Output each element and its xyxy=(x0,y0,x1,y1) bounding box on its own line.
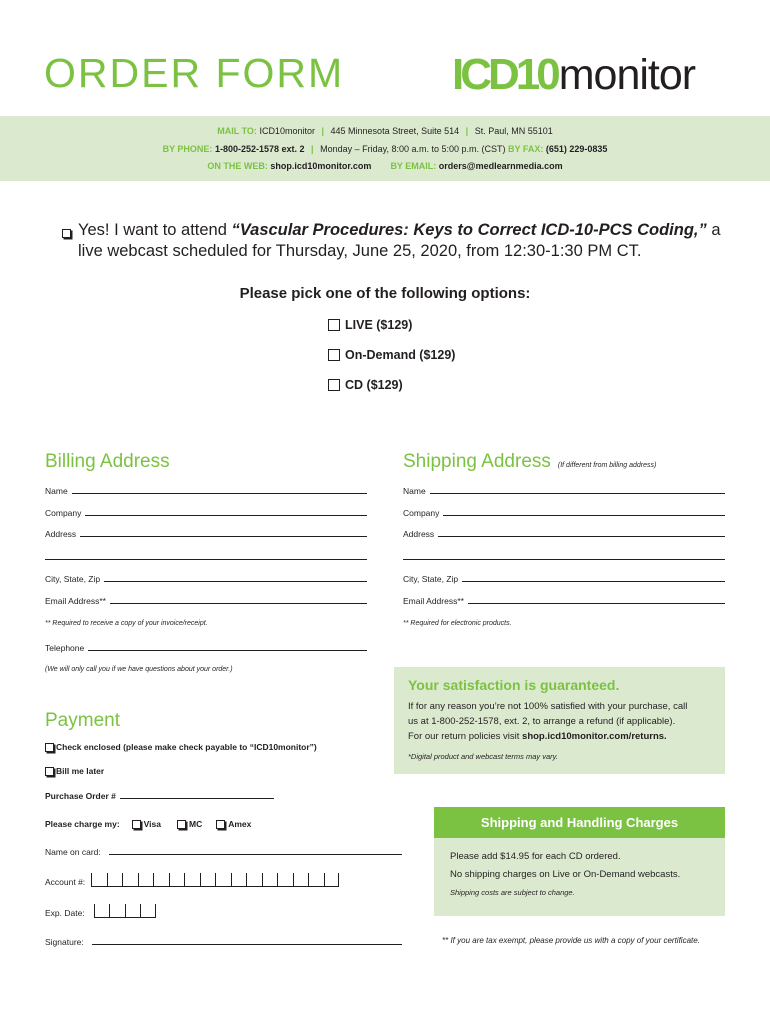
billing-email-note: ** Required to receive a copy of your invoice/receipt. xyxy=(45,620,208,627)
guarantee-line2: us at 1-800-252-1578, ext. 2, to arrange a refund (if applicable). xyxy=(408,716,676,727)
attend-text: Yes! I want to attend “Vascular Procedures: Keys to Correct ICD-10-PCS Coding,” a live webcast scheduled for Thursday, June 25, 2020, from 12:30-1:30 PM CT. xyxy=(78,221,721,260)
guarantee-line1: If for any reason you’re not 100% satisfied with your purchase, call xyxy=(408,701,688,712)
phone-line: BY PHONE: 1-800-252-1578 ext. 2 | Monday – Friday, 8:00 a.m. to 5:00 p.m. (CST) BY FAX: (651) 229-0835 xyxy=(162,144,608,154)
web-line: ON THE WEB: shop.icd10monitor.com BY EMAIL: orders@medlearnmedia.com xyxy=(207,161,563,171)
shipping-charges-box xyxy=(434,807,725,916)
web-link[interactable]: shop.icd10monitor.com xyxy=(270,161,372,171)
billing-heading: Billing Address xyxy=(45,451,170,472)
shipping-city-field[interactable]: City, State, Zip xyxy=(403,574,725,584)
account-number-field[interactable]: Account #: xyxy=(45,873,339,887)
shipping-name-field[interactable]: Name xyxy=(403,486,725,496)
charge-row: Please charge my: Visa MC Amex xyxy=(45,819,252,829)
shipping-email-note: ** Required for electronic products. xyxy=(403,620,512,627)
guarantee-heading: Your satisfaction is guaranteed. xyxy=(408,677,620,693)
digital-note: *Digital product and webcast terms may vary. xyxy=(408,752,558,761)
logo-icd: ICD10 xyxy=(452,50,557,99)
billing-name-field[interactable]: Name xyxy=(45,486,367,496)
cd-checkbox[interactable] xyxy=(328,379,340,391)
exp-date-boxes[interactable] xyxy=(94,904,156,918)
phone-number: 1-800-252-1578 ext. 2 xyxy=(214,144,305,154)
shipping-change-note: Shipping costs are subject to change. xyxy=(450,888,575,897)
cd-shipping-line: Please add $14.95 for each CD ordered. xyxy=(450,851,621,862)
hours: Monday – Friday, 8:00 a.m. to 5:00 p.m. (CST) xyxy=(320,144,506,154)
shipping-company-field[interactable]: Company xyxy=(403,508,725,518)
fax-number: (651) 229-0835 xyxy=(545,144,608,154)
mail-city: St. Paul, MN 55101 xyxy=(474,126,553,136)
billing-city-field[interactable]: City, State, Zip xyxy=(45,574,367,584)
icd10monitor-logo xyxy=(452,50,696,99)
option-on-demand[interactable]: On-Demand ($129) xyxy=(328,348,455,362)
page-title: ORDER FORM xyxy=(44,50,345,96)
mail-line: MAIL TO: ICD10monitor | 445 Minnesota Street, Suite 514 | St. Paul, MN 55101 xyxy=(217,126,553,136)
shipping-subnote: (If different from billing address) xyxy=(557,462,657,469)
bill-later-checkbox[interactable] xyxy=(45,767,54,776)
billing-address-field[interactable]: Address xyxy=(45,529,367,539)
shipping-address-line2[interactable] xyxy=(403,559,725,560)
option-cd[interactable]: CD ($129) xyxy=(328,378,403,392)
mail-address: 445 Minnesota Street, Suite 514 xyxy=(330,126,460,136)
guarantee-line3: For our return policies visit shop.icd10monitor.com/returns. xyxy=(408,731,667,742)
telephone-note: (We will only call you if we have questions about your order.) xyxy=(45,666,233,673)
check-enclosed-checkbox[interactable] xyxy=(45,743,54,752)
shipping-charges-heading: Shipping and Handling Charges xyxy=(434,807,725,838)
webcast-shipping-line: No shipping charges on Live or On-Demand webcasts. xyxy=(450,869,681,880)
account-boxes[interactable] xyxy=(91,873,339,887)
payment-heading: Payment xyxy=(45,710,120,731)
returns-link[interactable]: shop.icd10monitor.com/returns. xyxy=(522,731,667,742)
billing-email-field[interactable]: Email Address** xyxy=(45,596,367,606)
mail-to: ICD10monitor xyxy=(259,126,315,136)
live-checkbox[interactable] xyxy=(328,319,340,331)
shipping-email-field[interactable]: Email Address** xyxy=(403,596,725,606)
name-on-card-field[interactable]: Name on card: xyxy=(45,847,402,857)
billing-company-field[interactable]: Company xyxy=(45,508,367,518)
contact-band xyxy=(0,116,770,181)
shipping-address-field[interactable]: Address xyxy=(403,529,725,539)
signature-field[interactable]: Signature: xyxy=(45,937,402,947)
shipping-heading-row xyxy=(403,451,656,473)
option-live[interactable]: LIVE ($129) xyxy=(328,318,412,332)
telephone-field[interactable]: Telephone xyxy=(45,643,367,653)
options-heading: Please pick one of the following options: xyxy=(239,285,531,302)
bill-later-option[interactable]: Bill me later xyxy=(45,766,104,776)
visa-checkbox[interactable] xyxy=(132,820,141,829)
shipping-heading: Shipping Address xyxy=(403,451,551,472)
on-demand-checkbox[interactable] xyxy=(328,349,340,361)
tax-exempt-note: ** If you are tax exempt, please provide us with a copy of your certificate. xyxy=(442,936,700,945)
email-link[interactable]: orders@medlearnmedia.com xyxy=(438,161,563,171)
attend-checkbox[interactable] xyxy=(62,225,71,243)
purchase-order-field[interactable]: Purchase Order # xyxy=(45,791,274,801)
check-enclosed-option[interactable]: Check enclosed (please make check payable to “ICD10monitor”) xyxy=(45,742,317,752)
amex-checkbox[interactable] xyxy=(216,820,225,829)
exp-date-field[interactable]: Exp. Date: xyxy=(45,904,156,918)
mc-checkbox[interactable] xyxy=(177,820,186,829)
guarantee-box xyxy=(394,667,725,774)
billing-address-line2[interactable] xyxy=(45,559,367,560)
logo-monitor: monitor xyxy=(558,51,696,99)
course-title: “Vascular Procedures: Keys to Correct ICD-10-PCS Coding,” xyxy=(231,221,707,239)
